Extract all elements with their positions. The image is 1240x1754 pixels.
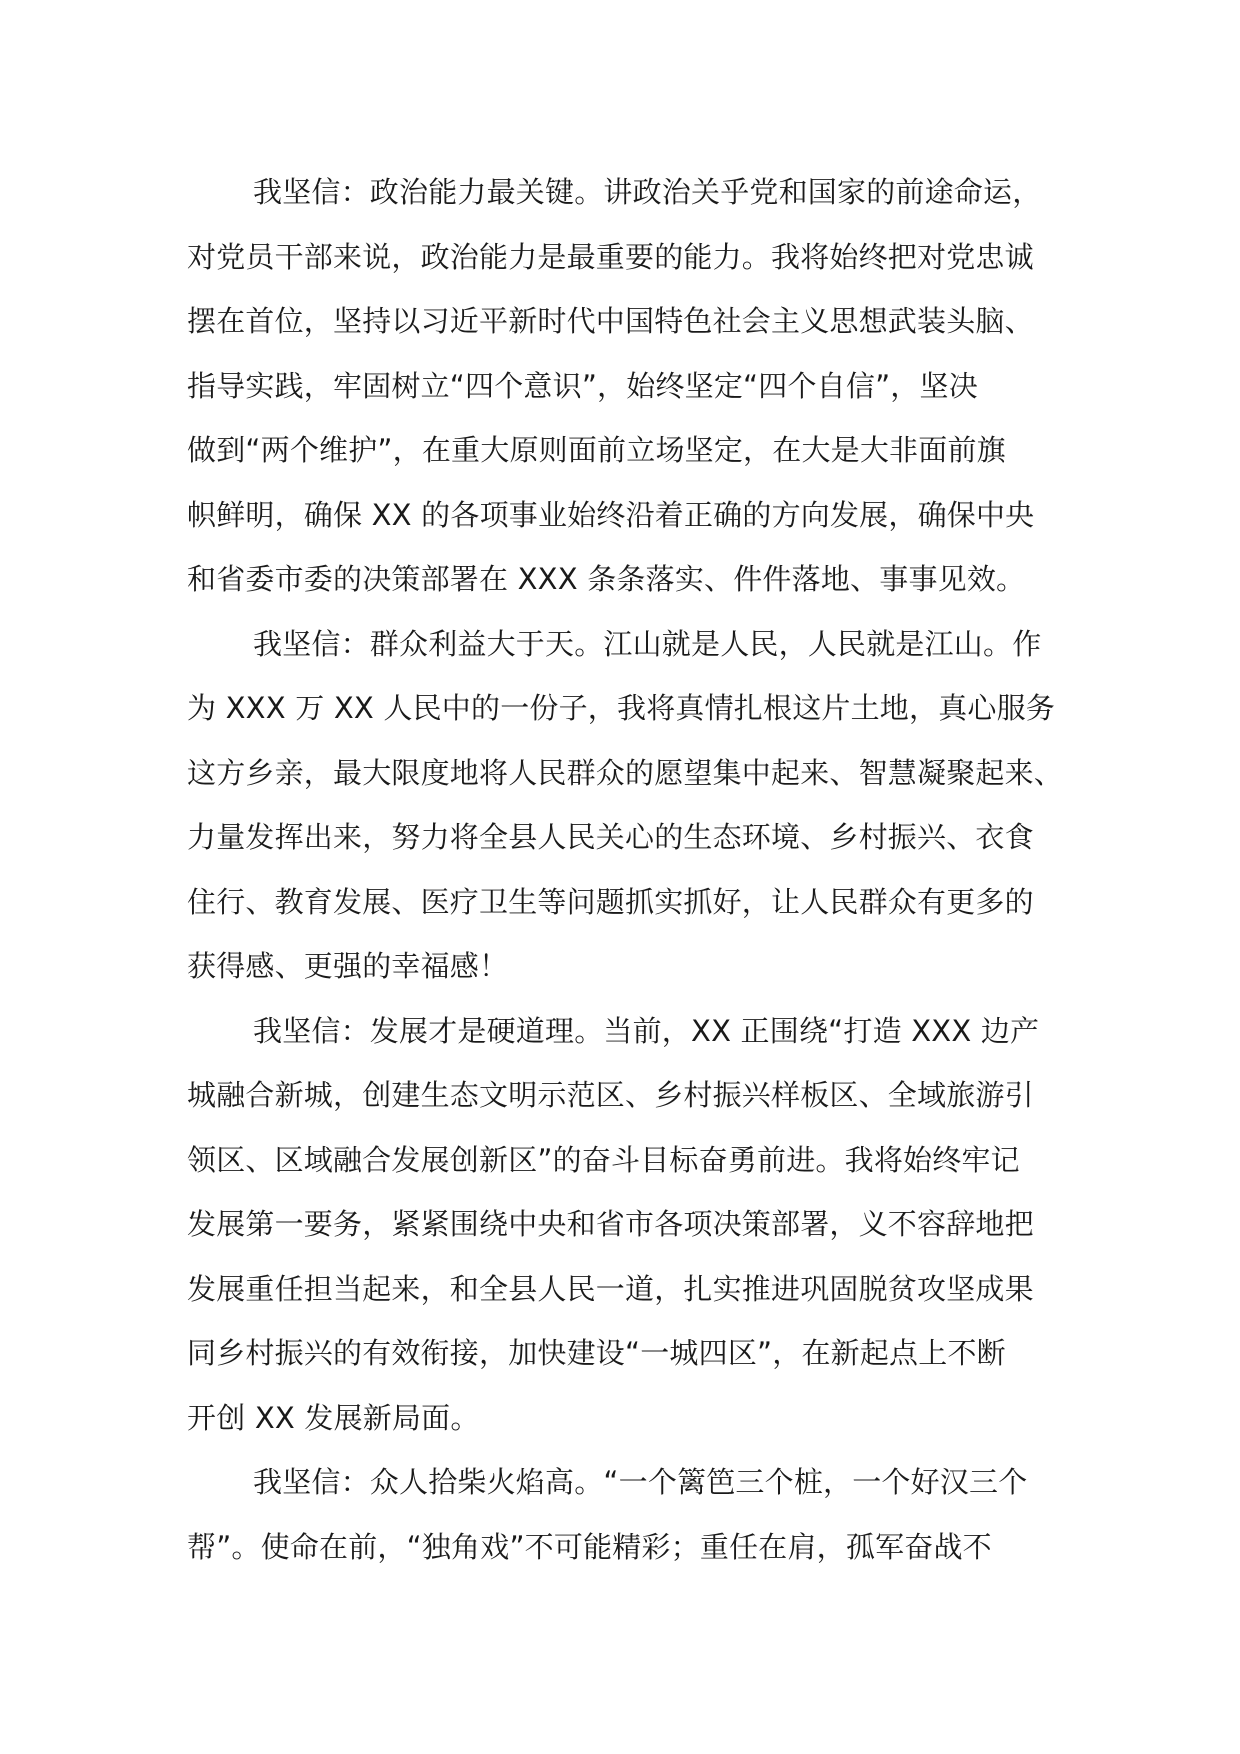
text-line: 发展第一要务，紧紧围绕中央和省市各项决策部署，义不容辞地把 <box>187 1207 1034 1241</box>
paragraph-people-interests <box>187 612 1064 999</box>
text-line: 我坚信：众人拾柴火焰高。“一个篱笆三个桩，一个好汉三个 <box>253 1465 1028 1499</box>
text-line: 同乡村振兴的有效衔接，加快建设“一城四区”，在新起点上不断 <box>187 1336 1006 1370</box>
document-body <box>187 160 1064 1579</box>
text-line: 摆在首位，坚持以习近平新时代中国特色社会主义思想武装头脑、 <box>187 304 1034 338</box>
text-line: 开创 XX 发展新局面。 <box>187 1400 480 1435</box>
text-line: 我坚信：群众利益大于天。江山就是人民，人民就是江山。作 <box>253 626 1042 661</box>
paragraph-teamwork <box>187 1450 1057 1579</box>
text-line: 获得感、更强的幸福感！ <box>187 949 509 983</box>
text-line: 发展重任担当起来，和全县人民一道，扎实推进巩固脱贫攻坚成果 <box>187 1271 1034 1306</box>
text-line: 帜鲜明，确保 XX 的各项事业始终沿着正确的方向发展，确保中央 <box>187 497 1035 532</box>
text-line: 我坚信：政治能力最关键。讲政治关乎党和国家的前途命运， <box>253 175 1042 209</box>
text-line: 做到“两个维护”，在重大原则面前立场坚定，在大是大非面前旗 <box>187 433 1006 467</box>
text-line: 对党员干部来说，政治能力是最重要的能力。我将始终把对党忠诚 <box>187 239 1034 274</box>
text-line: 力量发挥出来，努力将全县人民关心的生态环境、乡村振兴、衣食 <box>187 820 1034 854</box>
text-line: 为 XXX 万 XX 人民中的一份子，我将真情扎根这片土地，真心服务 <box>187 691 1056 725</box>
paragraph-political-ability <box>187 160 1057 612</box>
text-line: 城融合新城，创建生态文明示范区、乡村振兴样板区、全域旅游引 <box>187 1078 1034 1112</box>
text-line: 指导实践，牢固树立“四个意识”，始终坚定“四个自信”，坚决 <box>187 368 978 403</box>
text-line: 和省委市委的决策部署在 XXX 条条落实、件件落地、事事见效。 <box>187 562 1026 596</box>
paragraph-development <box>187 999 1057 1451</box>
text-line: 住行、教育发展、医疗卫生等问题抓实抓好，让人民群众有更多的 <box>187 884 1034 919</box>
text-line: 领区、区域融合发展创新区”的奋斗目标奋勇前进。我将始终牢记 <box>187 1142 1020 1177</box>
text-line: 我坚信：发展才是硬道理。当前，XX 正围绕“打造 XXX 边产 <box>253 1013 1040 1048</box>
text-line: 帮”。使命在前，“独角戏”不可能精彩；重任在肩，孤军奋战不 <box>187 1529 992 1564</box>
text-line: 这方乡亲，最大限度地将人民群众的愿望集中起来、智慧凝聚起来、 <box>187 755 1064 790</box>
